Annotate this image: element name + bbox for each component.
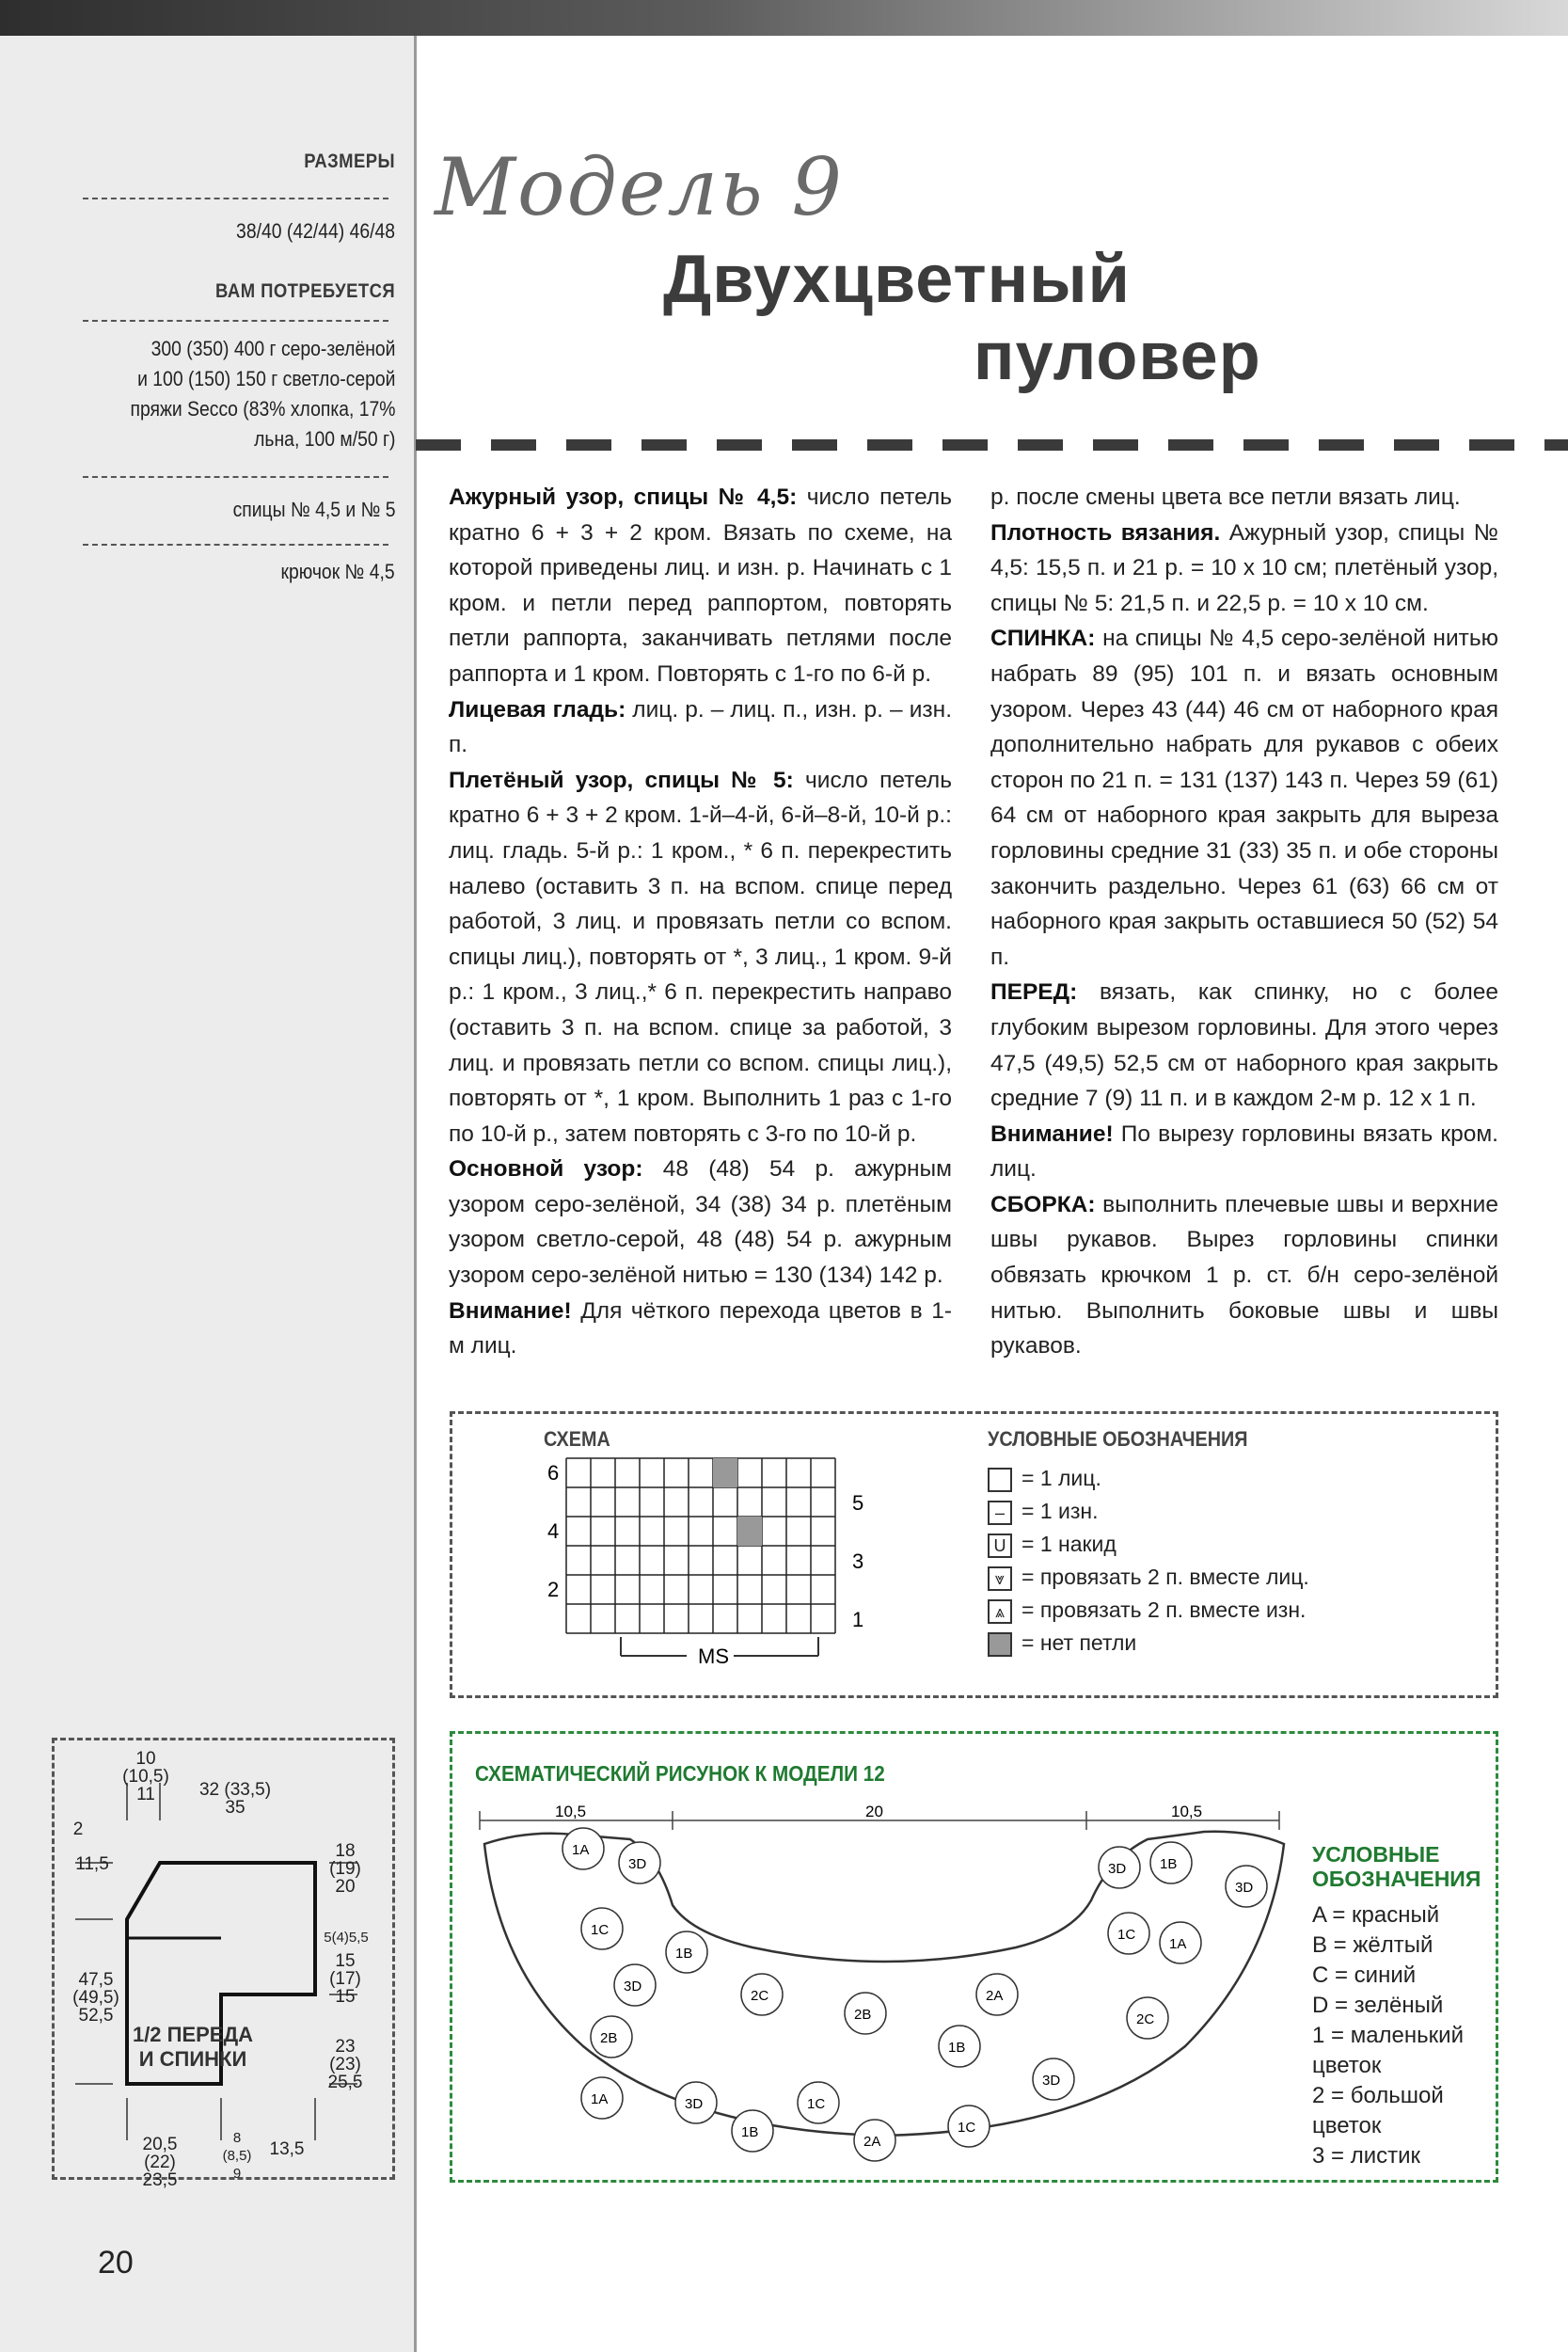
instruction-paragraph: Плетёный узор, спицы № 5: число петель кратно 6 + 3 + 2 кром. 1-й–4-й, 6-й–8-й, 10-й р.: лиц. гладь. 5-й р.: 1 кром., * 6 п. перекрестить налево (оставить 3 п. на вспом. спице перед работой, 3 лиц. и провязать петли со вспом. спицы лиц.), повторять от *, 3 лиц., 1 кром. 9-й р.: 1 кром., 3 лиц.,* 6 п. перекрестить направо (оставить 3 п. на вспом. спице за работой, 3 лиц. и провязать петли со вспом. спицы лиц.), повторять от *, 1 кром. Выполнить 1 раз с 1-го по 10-й р., затем повторять с 3-го по 10-й р. (449, 767, 952, 1147)
sidebar-divider (83, 476, 388, 478)
motif-label: 1B (948, 2040, 966, 2056)
sidebar-edge (414, 36, 417, 2352)
colour-legend-item: 2 = большой цветок (1312, 2083, 1444, 2138)
colour-legend (1312, 1900, 1491, 2171)
legend-text: = 1 изн. (1022, 1499, 1099, 1523)
instructions-left-column (449, 480, 952, 1364)
colour-legend-item: B = жёлтый (1312, 1932, 1433, 1958)
instruction-paragraph: СБОРКА: выполнить плечевые швы и верхние швы рукавов. Вырез горловины спинки обвязать крючком 1 р. ст. б/н серо-зелёной нитью. Выполнить боковые швы и швы рукавов. (990, 1191, 1498, 1359)
motif-label: 1C (1117, 1927, 1136, 1943)
needs-heading: ВАМ ПОТРЕБУЕТСЯ (214, 280, 395, 302)
motif-label: 3D (1042, 2073, 1061, 2089)
legend-symbol-icon: ⩔ (988, 1566, 1012, 1591)
needles-text: спицы № 4,5 и № 5 (232, 498, 395, 521)
legend-title: УСЛОВНЫЕ ОБОЗНАЧЕНИЯ (988, 1427, 1248, 1451)
dim-right: 10,5 (1171, 1803, 1203, 1820)
model-script-title: Модель 9 (435, 141, 844, 233)
page-number: 20 (98, 2245, 134, 2280)
motif-label: 1B (741, 2124, 759, 2140)
legend-item (988, 1630, 1136, 1657)
legend-text: = 1 лиц. (1022, 1466, 1101, 1490)
motif-label: 3D (685, 2096, 704, 2112)
dim-left: 10,5 (555, 1803, 587, 1820)
dim-right-d: 23 (23) 25,5 (327, 2037, 363, 2092)
motif-label: 3D (1235, 1880, 1254, 1896)
instruction-paragraph: Ажурный узор, спицы № 4,5: число петель кратно 6 + 3 + 2 кром. Вязать по схеме, на которой приведены лиц. и изн. р. Начинать с 1 кром. и петли перед раппортом, повторять петли раппорта, заканчивать петлями после раппорта и 1 кром. Повторять с 1-го по 6-й р. (449, 485, 952, 687)
legend-symbol-icon: – (988, 1501, 1012, 1525)
legend-text: = нет петли (1022, 1630, 1137, 1655)
colour-legend-item: A = красный (1312, 1902, 1440, 1928)
legend-item (988, 1466, 1101, 1492)
motif-label: 1C (958, 2120, 976, 2136)
dim-bottom-c: 13,5 (269, 2139, 305, 2159)
motif-label: 2B (600, 2030, 618, 2046)
rapport-label: MS (698, 1645, 729, 1668)
dim-left-c: 47,5 (49,5) 52,5 (72, 1970, 119, 2026)
header-divider (416, 439, 1568, 451)
instruction-paragraph: р. после смены цвета все петли вязать лиц. (990, 485, 1461, 510)
hook-text: крючок № 4,5 (280, 560, 395, 583)
dim-left-b: 11,5 (75, 1854, 109, 1874)
row-label: 4 (547, 1519, 560, 1543)
motif-label: 1A (1169, 1936, 1187, 1952)
instruction-paragraph: Внимание! По вырезу горловины вязать кром. лиц. (990, 1120, 1498, 1183)
dim-bottom-b: 8 (8,5) 9 (222, 2130, 252, 2182)
motif-label: 1B (1160, 1856, 1178, 1872)
colour-legend-title: УСЛОВНЫЕ ОБОЗНАЧЕНИЯ (1312, 1842, 1481, 1891)
sizes-heading: РАЗМЕРЫ (304, 151, 395, 172)
legend-item (988, 1565, 1309, 1591)
row-label: 6 (547, 1461, 560, 1485)
sidebar-divider (83, 198, 388, 199)
instruction-paragraph: Лицевая гладь: лиц. р. – лиц. п., изн. р. – изн. п. (449, 696, 952, 758)
instruction-paragraph: СПИНКА: на спицы № 4,5 серо-зелёной нитью набрать 89 (95) 101 п. и вязать основным узором. Через 43 (44) 46 см от наборного края дополнительно набрать для рукавов с обеих сторон по 21 п. = 131 (137) 143 п. Через 59 (61) 64 см от наборного края закрыть для выреза горловины средние 31 (33) 35 п. и обе стороны закончить раздельно. Через 61 (63) 66 см от наборного края закрыть оставшиеся 50 (52) 54 п. (990, 626, 1498, 970)
instruction-paragraph: Основной узор: 48 (48) 54 р. ажурным узором серо-зелёной, 34 (38) 34 р. плетёным узором светло-серой, 48 (48) 54 р. ажурным узором серо-зелёной нитью = 130 (134) 142 р. (449, 1156, 952, 1289)
motif-label: 3D (624, 1979, 642, 1994)
motif-label: 2A (863, 2134, 881, 2150)
knitting-chart (536, 1454, 875, 1679)
colour-legend-item: 3 = листик (1312, 2143, 1421, 2169)
row-label: 1 (852, 1608, 864, 1631)
colour-legend-item: D = зелёный (1312, 1993, 1444, 2018)
motif-label: 1C (591, 1922, 610, 1938)
dim-right-b: 5(4)5,5 (324, 1930, 369, 1946)
page-title-line2: пуловер (974, 319, 1261, 394)
instruction-paragraph: Внимание! Для чёткого перехода цветов в 1-м лиц. (449, 1297, 952, 1359)
dim-top-mid: 32 (33,5) 35 (198, 1780, 272, 1818)
row-label: 2 (547, 1578, 560, 1601)
dim-right-a: 18 (19) 20 (329, 1841, 361, 1897)
collar-schematic (470, 1792, 1298, 2169)
sizes-value: 38/40 (42/44) 46/48 (235, 219, 395, 243)
schematic-model-12-title: СХЕМАТИЧЕСКИЙ РИСУНОК К МОДЕЛИ 12 (475, 1761, 885, 1786)
legend-symbol-icon (988, 1632, 1012, 1657)
chart-title: СХЕМА (544, 1427, 610, 1451)
legend-item (988, 1499, 1099, 1525)
dim-mid: 20 (865, 1803, 883, 1820)
legend-symbol-icon: U (988, 1534, 1012, 1558)
dim-top-left: 10 (10,5) 11 (122, 1749, 169, 1804)
yarn-list: 300 (350) 400 г серо-зелёной и 100 (150) 150 г светло-серой пряжи Secco (83% хлопка, 17% льна, 100 м/50 г) (129, 337, 395, 451)
motif-label: 2B (854, 2007, 872, 2023)
motif-label: 3D (628, 1856, 647, 1872)
motif-label: 1A (591, 2091, 609, 2107)
legend-item (988, 1532, 1117, 1558)
motif-label: 2A (986, 1988, 1004, 2004)
instruction-paragraph: Плотность вязания. Ажурный узор, спицы № 4,5: 15,5 п. и 21 р. = 10 х 10 см; плетёный узор, спицы № 5: 21,5 п. и 22,5 р. = 10 х 10 см. (990, 519, 1498, 616)
motif-label: 1B (675, 1946, 693, 1962)
motif-label: 1C (807, 2096, 826, 2112)
colour-legend-item: C = синий (1312, 1963, 1417, 1988)
dim-right-c: 15 (17) 15 (329, 1951, 361, 2007)
legend-symbol-icon (988, 1468, 1012, 1492)
row-label: 3 (852, 1549, 864, 1573)
sidebar-divider (83, 544, 388, 546)
legend-text: = 1 накид (1022, 1532, 1117, 1556)
page-title-line1: Двухцветный (663, 242, 1131, 317)
top-bar (0, 0, 1568, 36)
colour-legend-item: 1 = маленький цветок (1312, 2023, 1464, 2078)
legend-text: = провязать 2 п. вместе лиц. (1022, 1565, 1309, 1589)
instructions-right-column (990, 480, 1498, 1364)
motif-label: 2C (1136, 2011, 1155, 2027)
sidebar-divider (83, 320, 388, 322)
motif-label: 3D (1108, 1861, 1127, 1877)
motif-label: 1A (572, 1842, 590, 1858)
motif-label: 2C (751, 1988, 769, 2004)
legend-symbol-icon: ⩓ (988, 1599, 1012, 1624)
pattern-label: 1/2 ПЕРЕДА И СПИНКИ (132, 2023, 254, 2071)
dim-bottom-a: 20,5 (22) 23,5 (142, 2135, 178, 2190)
legend-item (988, 1597, 1306, 1624)
dim-left-a: 2 (72, 1820, 84, 1839)
instruction-paragraph: ПЕРЕД: вязать, как спинку, но с более глубоким вырезом горловины. Для этого через 47,5 (49,5) 52,5 см от наборного края закрыть средние 7 (9) 11 п. и в каждом 2-м р. 12 х 1 п. (990, 979, 1498, 1112)
row-label: 5 (852, 1491, 864, 1515)
legend-text: = провязать 2 п. вместе изн. (1022, 1597, 1307, 1622)
